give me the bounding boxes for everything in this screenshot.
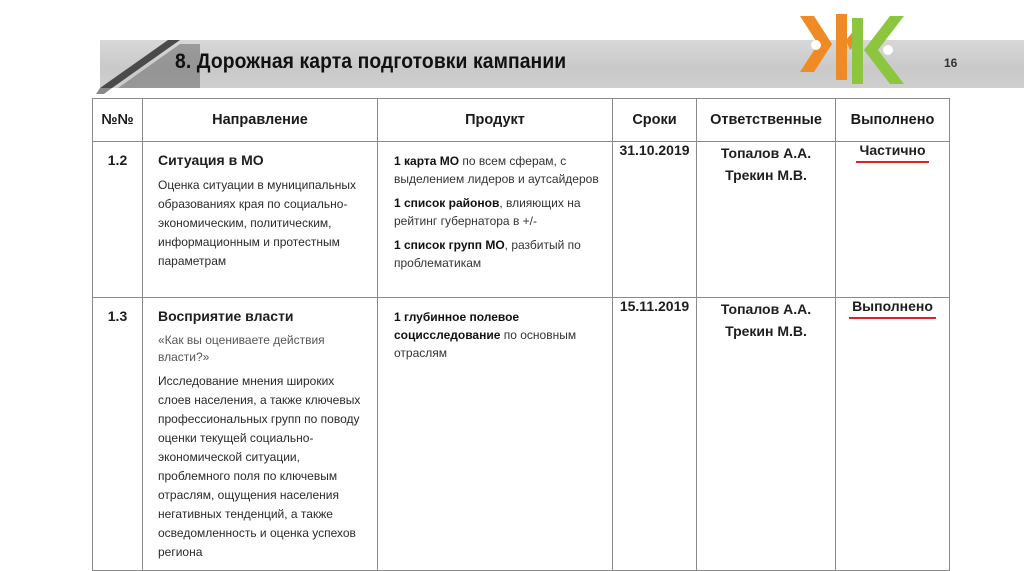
status-badge: Частично: [856, 142, 928, 163]
deadline-cell: 15.11.2019: [613, 298, 697, 571]
responsible-person: Топалов А.А.: [720, 301, 812, 317]
table-row: [93, 298, 950, 571]
product-item: 1 глубинное полевое социсследование по основным отраслям: [394, 310, 577, 360]
product-cell: [378, 142, 613, 298]
product-cell: [378, 298, 613, 571]
responsible-cell: [697, 142, 836, 298]
product-item: 1 список групп МО, разбитый по проблематикам: [394, 238, 581, 270]
responsible-cell: [697, 298, 836, 571]
direction-title: Восприятие власти: [158, 308, 294, 324]
page-number: 16: [944, 56, 958, 70]
done-cell: [836, 142, 950, 298]
page-title: 8. Дорожная карта подготовки кампании: [175, 50, 567, 73]
done-cell: [836, 298, 950, 571]
campaign-logo-icon: [792, 10, 912, 92]
header-responsible: Ответственные: [697, 99, 836, 142]
responsible-person: Трекин М.В.: [725, 323, 807, 339]
row-number: 1.2: [93, 142, 143, 298]
header-direction: Направление: [143, 99, 378, 142]
table-row: [93, 142, 950, 298]
direction-description: Оценка ситуации в муниципальных образованиях края по социально-экономическим, политическим, информационным и протестным параметрам: [158, 178, 357, 268]
header-product: Продукт: [378, 99, 613, 142]
product-item: 1 карта МО по всем сферам, с выделением лидеров и аутсайдеров: [394, 154, 599, 186]
direction-cell: [143, 142, 378, 298]
direction-cell: [143, 298, 378, 571]
responsible-person: Трекин М.В.: [725, 167, 807, 183]
deadline-cell: 31.10.2019: [613, 142, 697, 298]
responsible-person: Топалов А.А.: [720, 145, 812, 161]
product-item: 1 список районов, влияющих на рейтинг губернатора в +/-: [394, 196, 581, 228]
status-badge: Выполнено: [849, 298, 936, 319]
direction-quote: «Как вы оцениваете действия власти?»: [158, 333, 325, 364]
header-num: №№: [93, 99, 143, 142]
table-header-row: [93, 99, 950, 142]
roadmap-table: [92, 98, 950, 571]
header-done: Выполнено: [836, 99, 950, 142]
header-deadline: Сроки: [613, 99, 697, 142]
direction-title: Ситуация в МО: [158, 152, 264, 168]
direction-description: Исследование мнения широких слоев населения, а также ключевых профессиональных групп по поводу оценки текущей социально-экономической ситуации, проблемного поля по ключевым отраслям, ощущения населения негативных тенденций, а также осведомленность и оценка успехов региона: [158, 374, 361, 559]
row-number: 1.3: [93, 298, 143, 571]
